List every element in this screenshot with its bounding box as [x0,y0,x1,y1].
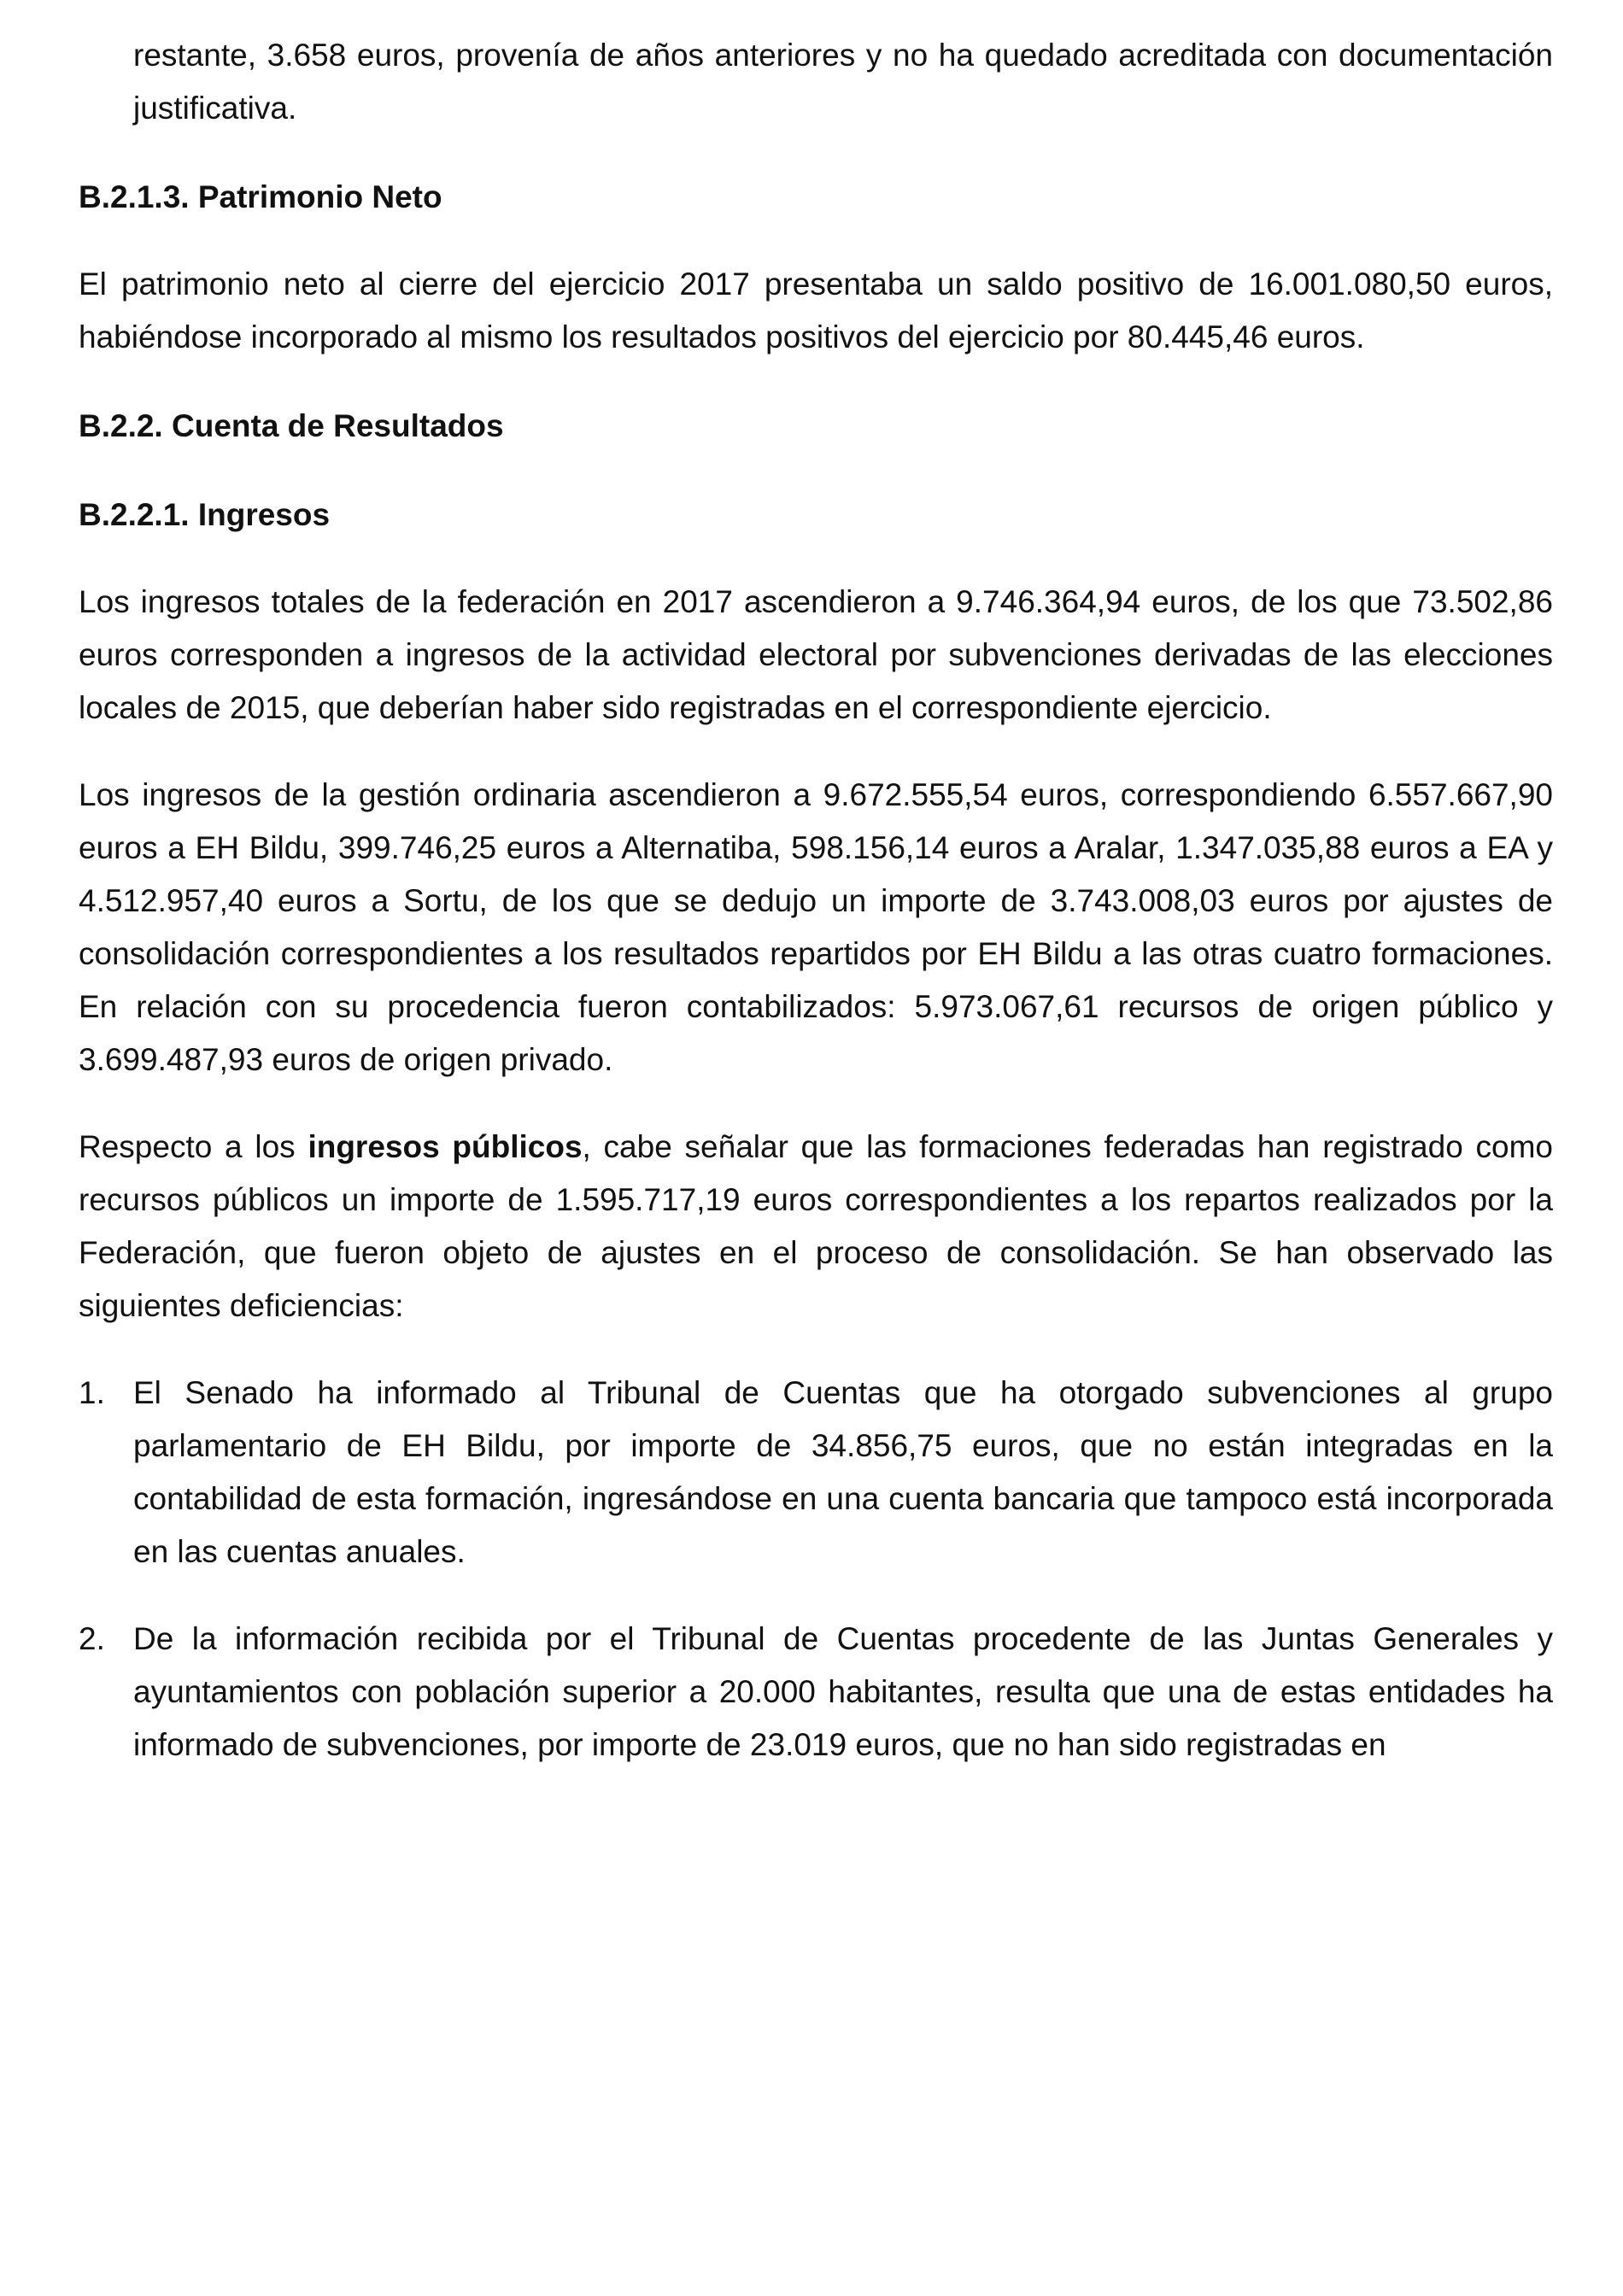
paragraph-patrimonio-neto: El patrimonio neto al cierre del ejercicio 2017 presentaba un saldo positivo de 16.001.080,50 euros, habiéndose incorporado al mismo los resultados positivos del ejercicio por 80.445,46 euros. [79,266,1553,354]
deficiencias-list [79,1367,1553,1772]
list-item [79,1367,1553,1578]
paragraph-ingresos-publicos [79,1121,1553,1332]
heading-patrimonio-neto: B.2.1.3. Patrimonio Neto [79,179,442,214]
ingresos-publicos-text-post: , cabe señalar que las formaciones federadas han registrado como recursos públicos un importe de 1.595.717,19 euros correspondientes a los repartos realizados por la Federación, que fueron objeto de ajustes en el proceso de consolidación. Se han observado las siguientes deficiencias: [79,1129,1553,1323]
paragraph-gestion-ordinaria: Los ingresos de la gestión ordinaria ascendieron a 9.672.555,54 euros, correspondiendo 6.557.667,90 euros a EH Bildu, 399.746,25 euros a Alternatiba, 598.156,14 euros a Aralar, 1.347.035,88 euros a EA y 4.512.957,40 euros a Sortu, de los que se dedujo un importe de 3.743.008,03 euros por ajustes de consolidación correspondientes a los resultados repartidos por EH Bildu a las otras cuatro formaciones. En relación con su procedencia fueron contabilizados: 5.973.067,61 recursos de origen público y 3.699.487,93 euros de origen privado. [79,777,1553,1077]
continuation-paragraph: restante, 3.658 euros, provenía de años anteriores y no ha quedado acreditada con documentación justificativa. [133,38,1553,126]
list-item-number: 1. [79,1375,105,1410]
paragraph-ingresos-totales: Los ingresos totales de la federación en 2017 ascendieron a 9.746.364,94 euros, de los que 73.502,86 euros corresponden a ingresos de la actividad electoral por subvenciones derivadas de las elecciones locales de 2015, que deberían haber sido registradas en el correspondiente ejercicio. [79,584,1553,725]
ingresos-publicos-bold: ingresos públicos [308,1129,583,1164]
list-item-text: De la información recibida por el Tribunal de Cuentas procedente de las Juntas Generales y ayuntamientos con población superior a 20.000 habitantes, resulta que una de estas entidades ha informado de subvenciones, por importe de 23.019 euros, que no han sido registradas en [133,1621,1553,1762]
heading-cuenta-resultados: B.2.2. Cuenta de Resultados [79,408,504,443]
list-item-text: El Senado ha informado al Tribunal de Cuentas que ha otorgado subvenciones al grupo parlamentario de EH Bildu, por importe de 34.856,75 euros, que no están integradas en la contabilidad de esta formación, ingresándose en una cuenta bancaria que tampoco está incorporada en las cuentas anuales. [133,1375,1553,1569]
list-item-number: 2. [79,1621,105,1656]
list-item [79,1613,1553,1772]
heading-ingresos: B.2.2.1. Ingresos [79,497,331,532]
ingresos-publicos-text-pre: Respecto a los [79,1129,308,1164]
